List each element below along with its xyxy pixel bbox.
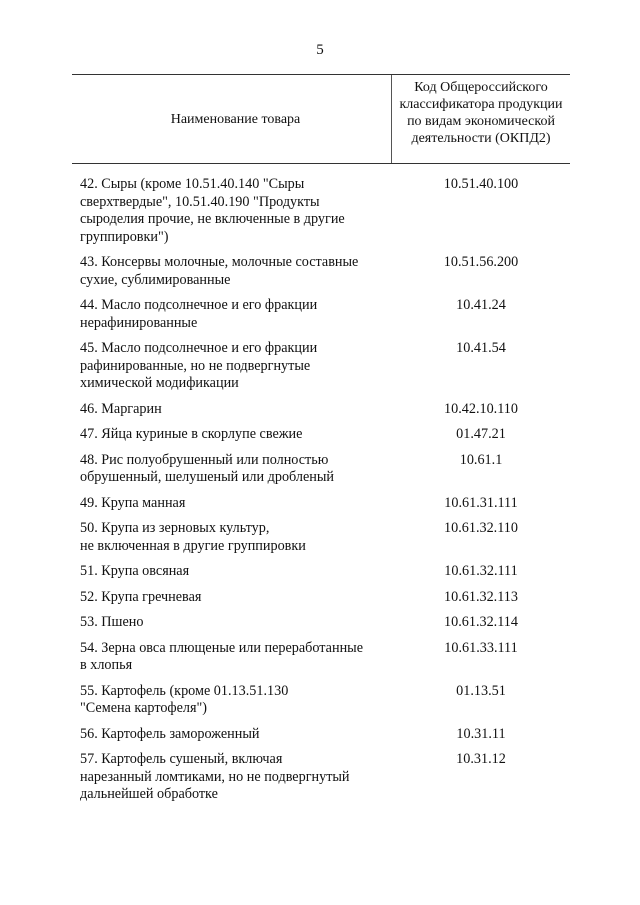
- product-name: 47. Яйца куриные в скорлупе свежие: [80, 426, 303, 442]
- product-name: 53. Пшено: [80, 614, 144, 630]
- product-name: 46. Маргарин: [80, 400, 162, 417]
- table-row: [72, 495, 570, 513]
- okpd2-code: 10.61.32.113: [444, 588, 518, 605]
- okpd2-code: 10.61.33.111: [444, 639, 518, 656]
- table-row: [72, 614, 570, 632]
- table-row: [72, 297, 570, 332]
- table-row: [72, 340, 570, 393]
- okpd2-code: 10.41.24: [456, 297, 506, 313]
- table-row: [72, 176, 570, 246]
- table-row: [72, 589, 570, 607]
- product-name: 45. Масло подсолнечное и его фракции рафинированные, но не подвергнутые химической модификации: [80, 340, 318, 391]
- table-row: [72, 254, 570, 289]
- table-row: [72, 683, 570, 718]
- header-name: Наименование товара: [72, 75, 392, 163]
- product-name: 57. Картофель сушеный, включая нарезанный ломтиками, но не подвергнутый дальнейшей обработке: [80, 751, 350, 802]
- product-name: 49. Крупа манная: [80, 494, 186, 511]
- page-number: 5: [316, 42, 324, 58]
- product-name: 52. Крупа гречневая: [80, 588, 202, 605]
- okpd2-code: 10.51.40.100: [443, 176, 519, 192]
- okpd2-code: 10.61.31.111: [444, 494, 518, 511]
- table-row: [72, 751, 570, 804]
- table-row: [72, 452, 570, 487]
- okpd2-code: 10.31.11: [456, 725, 506, 742]
- product-name: 50. Крупа из зерновых культур, не включенная в другие группировки: [80, 520, 306, 554]
- product-name: 54. Зерна овса плющеные или переработанные в хлопья: [80, 639, 363, 673]
- okpd2-code: 10.31.12: [456, 751, 506, 767]
- okpd2-code: 10.61.32.114: [444, 614, 518, 630]
- table-row: [72, 520, 570, 555]
- table-header-row: [72, 75, 570, 163]
- okpd2-code: 01.47.21: [456, 426, 506, 442]
- product-table: [72, 74, 570, 812]
- product-name: 51. Крупа овсяная: [80, 563, 190, 579]
- product-name: 55. Картофель (кроме 01.13.51.130 "Семена картофеля"): [80, 682, 289, 716]
- product-name: 56. Картофель замороженный: [80, 725, 260, 742]
- okpd2-code: 10.61.32.110: [444, 520, 518, 536]
- table-row: [72, 426, 570, 444]
- okpd2-code: 10.61.1: [459, 451, 503, 468]
- product-name: 43. Консервы молочные, молочные составные сухие, сублимированные: [80, 254, 359, 288]
- table-row: [72, 563, 570, 581]
- table-row: [72, 726, 570, 744]
- okpd2-code: 01.13.51: [456, 682, 506, 699]
- table-body: [72, 164, 570, 804]
- okpd2-code: 10.42.10.110: [444, 400, 518, 417]
- product-name: 44. Масло подсолнечное и его фракции нерафинированные: [80, 297, 318, 331]
- okpd2-code: 10.41.54: [456, 340, 506, 356]
- okpd2-code: 10.61.32.111: [444, 563, 518, 579]
- product-name: 48. Рис полуобрушенный или полностью обрушенный, шелушеный или дробленый: [80, 451, 334, 485]
- table-row: [72, 401, 570, 419]
- product-name: 42. Сыры (кроме 10.51.40.140 "Сыры сверхтвердые", 10.51.40.190 "Продукты сыроделия прочие, не включенные в другие группировки"): [80, 176, 345, 245]
- okpd2-code: 10.51.56.200: [443, 254, 519, 270]
- header-code: Код Общероссийского классификатора продукции по видам экономической деятельности (ОКПД2): [399, 80, 563, 146]
- table-row: [72, 640, 570, 675]
